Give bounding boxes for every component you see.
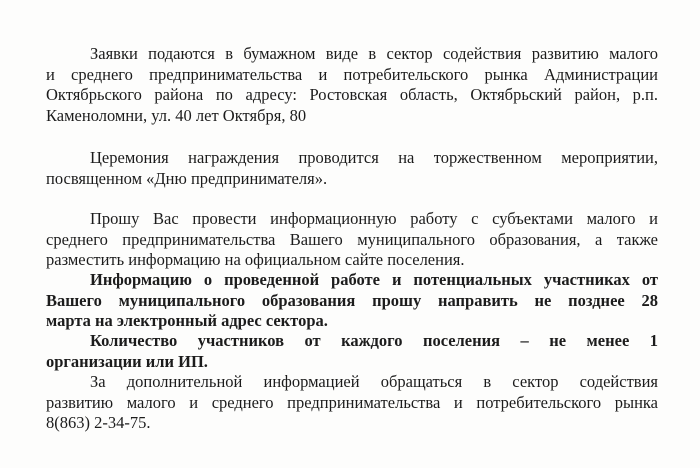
text-line: развитию малого и среднего предпринимательства и потребительского рынка: [46, 392, 658, 412]
text-line: Заявки подаются в бумажном виде в сектор содействия развитию малого: [90, 44, 658, 63]
text-line: За дополнительной информацией обращаться в сектор содействия: [90, 372, 658, 391]
paragraph-award-ceremony: [46, 148, 658, 189]
text-line: Количество участников от каждого поселения – не менее 1: [90, 331, 658, 350]
text-line: посвященном «Дню предпринимателя».: [46, 168, 328, 188]
paragraph-report-deadline: [46, 270, 658, 332]
paragraph-information-work-request: [46, 209, 658, 271]
text-line: Вашего муниципального образования прошу направить не позднее 28: [46, 290, 658, 310]
text-line: Прошу Вас провести информационную работу с субъектами малого и: [90, 209, 658, 228]
text-line: разместить информацию на официальном сайте поселения.: [46, 250, 465, 269]
text-line: Каменоломни, ул. 40 лет Октября, 80: [46, 105, 307, 125]
text-line: и среднего предпринимательства и потребительского рынка Администрации: [46, 64, 658, 84]
paragraph-application-submission: [46, 44, 658, 126]
phone-number: 8(863) 2-34-75.: [46, 413, 151, 432]
paragraph-contact-info: [46, 372, 658, 434]
text-line: Информацию о проведенной работе и потенциальных участниках от: [90, 270, 658, 289]
text-line: Октябрьского района по адресу: Ростовская область, Октябрьский район, р.п.: [46, 85, 658, 104]
text-line: организации или ИП.: [46, 351, 208, 371]
text-line: Церемония награждения проводится на торжественном мероприятии,: [90, 148, 658, 167]
text-line: марта на электронный адрес сектора.: [46, 311, 328, 330]
text-line: среднего предпринимательства Вашего муниципального образования, а также: [46, 229, 658, 249]
paragraph-participant-count: [46, 331, 658, 372]
